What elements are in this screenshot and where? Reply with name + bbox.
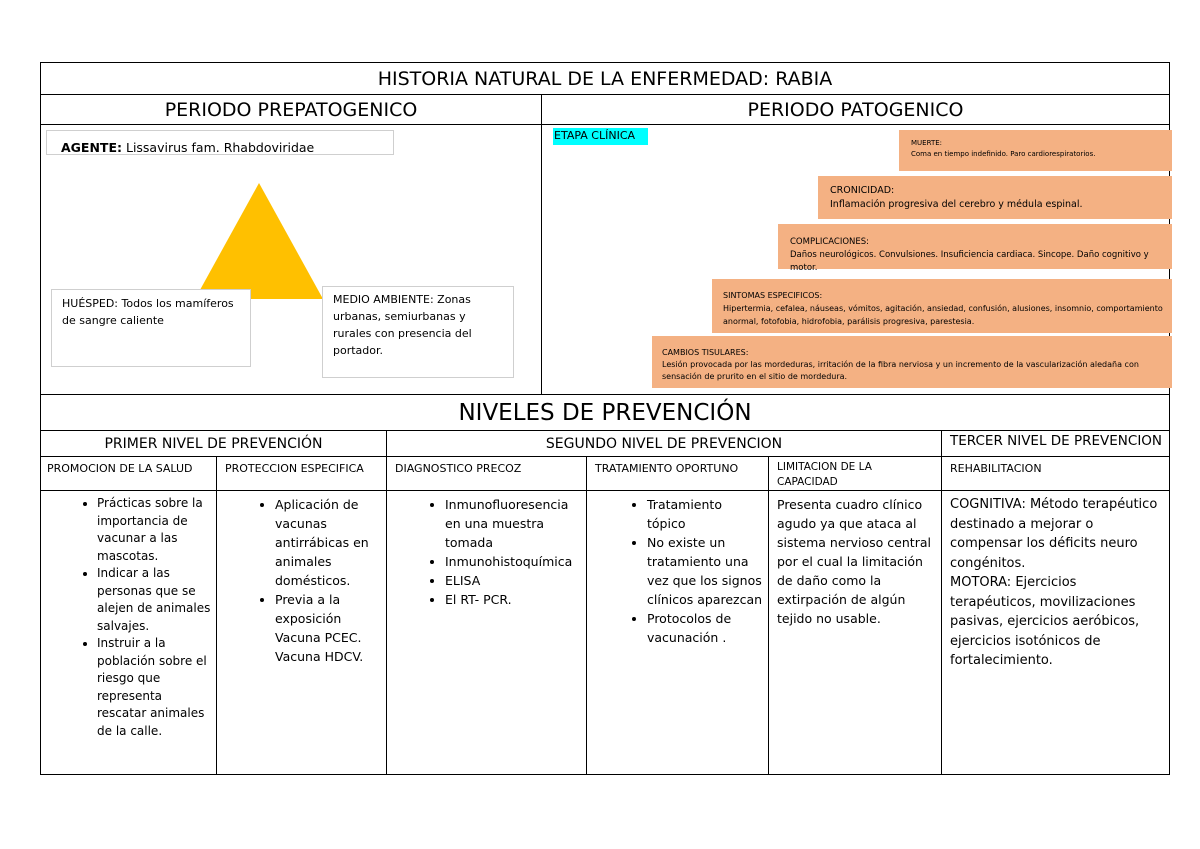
col-proteccion-header [216,456,387,491]
rehab-cognitiva-label: COGNITIVA: [950,497,1026,512]
list-item: • Protocolos de vacunación . [647,609,764,647]
diagnostico-list [387,495,586,609]
list-item: • Instruir a la población sobre el riesgo que representa rescatar animales de la calle. [97,635,212,740]
step-cronicidad [818,176,1172,219]
col-diagnostico-header [386,456,587,491]
step-cronicidad-text: Inflamación progresiva del cerebro y médula espinal. [830,199,1083,210]
tratamiento-list [587,495,768,647]
step-cambios-title: CAMBIOS TISULARES: [662,348,749,357]
tercer-nivel-header [941,430,1170,457]
niveles-header [40,394,1170,431]
cell-rehabilitacion [941,490,1170,775]
cell-tratamiento [586,490,769,775]
triangle-shape [195,183,323,299]
agente-box [46,130,394,155]
rehab-motora-text: Ejercicios terapéuticos, movilizaciones pasivas, ejercicios aeróbicos, ejercicios isotónicos de fortalecimiento. [950,575,1140,668]
step-muerte-title: MUERTE: [911,139,942,147]
main-title-text: HISTORIA NATURAL DE LA ENFERMEDAD: RABIA [377,67,833,90]
col-rehabilitacion-text: REHABILITACION [950,462,1042,475]
list-item: • Indicar a las personas que se alejen de animales salvajes. [97,565,212,635]
step-complicaciones [778,224,1172,273]
list-item: • Previa a la exposición Vacuna PCEC. Vacuna HDCV. [275,590,372,666]
list-item: • Inmunofluoresencia en una muestra tomada [445,495,580,552]
list-item: • No existe un tratamiento una vez que los signos clínicos aparezcan [647,533,764,609]
list-item: • El RT- PCR. [445,590,580,609]
huesped-box [51,289,251,367]
list-item: • ELISA [445,571,580,590]
primer-nivel-header [40,430,387,457]
proteccion-list [217,495,386,666]
limitacion-text: Presenta cuadro clínico agudo ya que ataca al sistema nervioso central por el cual la limitación de daño como la extirpación de algún tejido no usable. [777,497,931,626]
col-tratamiento-header [586,456,769,491]
etapa-clinica-label [553,128,648,145]
step-cronicidad-title: CRONICIDAD: [830,185,895,196]
step-muerte-text: Coma en tiempo indefinido. Paro cardiorespiratorios. [911,150,1096,158]
cell-diagnostico [386,490,587,775]
segundo-nivel-header [386,430,942,457]
rehab-cognitiva-text: Método terapéutico destinado a mejorar o compensar los déficits neuro congénitos. [950,497,1158,571]
primer-nivel-text: PRIMER NIVEL DE PREVENCIÓN [104,435,323,452]
col-rehabilitacion-header [941,456,1170,491]
huesped-text: HUÉSPED: Todos los mamíferos de sangre caliente [62,297,234,327]
agente-text: Lissavirus fam. Rhabdoviridae [122,140,315,155]
col-promocion-text: PROMOCION DE LA SALUD [47,462,193,475]
patogenico-header-text: PERIODO PATOGENICO [747,98,964,121]
step-complicaciones-title: COMPLICACIONES: [790,237,870,247]
step-cambios-tisulares [652,336,1172,388]
prepatogenico-header-text: PERIODO PREPATOGENICO [164,98,418,121]
step-cambios-text: Lesión provocada por las mordeduras, irritación de la fibra nerviosa y un incremento de la vascularización aledaña con sensación de prurito en el sitio de mordedura. [662,360,1139,381]
niveles-header-text: NIVELES DE PREVENCIÓN [458,399,752,426]
col-limitacion-header [768,456,942,491]
col-limitacion-text: LIMITACION DE LA CAPACIDAD [777,461,872,488]
agente-label: AGENTE: [61,140,122,155]
promocion-list [41,495,216,740]
medio-ambiente-text: MEDIO AMBIENTE: Zonas urbanas, semiurbanas y rurales con presencia del portador. [333,293,472,357]
tercer-nivel-text: TERCER NIVEL DE PREVENCION [950,433,1163,449]
rehab-motora-label: MOTORA: [950,575,1012,590]
col-tratamiento-text: TRATAMIENTO OPORTUNO [595,462,739,475]
cell-proteccion [216,490,387,775]
prepatogenico-header [40,94,542,125]
list-item: • Tratamiento tópico [647,495,764,533]
step-sintomas-title: SINTOMAS ESPECIFICOS: [723,291,823,300]
step-muerte [899,130,1172,171]
list-item: • Aplicación de vacunas antirrábicas en animales domésticos. [275,495,372,590]
col-proteccion-text: PROTECCION ESPECIFICA [225,462,364,475]
patogenico-header [541,94,1170,125]
cell-limitacion [768,490,942,775]
col-diagnostico-text: DIAGNOSTICO PRECOZ [395,462,522,475]
main-title [40,62,1170,95]
cell-promocion [40,490,217,775]
step-complicaciones-text: Daños neurológicos. Convulsiones. Insuficiencia cardiaca. Sincope. Daño cognitivo y motor. [790,250,1149,273]
epidemiologic-triangle [195,183,323,299]
step-sintomas [712,279,1172,333]
step-sintomas-text: Hipertermia, cefalea, náuseas, vómitos, agitación, ansiedad, confusión, alusiones, insomnio, comportamiento anormal, fotofobia, hidrofobia, parálisis progresiva, parestesia. [723,304,1163,326]
col-promocion-header [40,456,217,491]
segundo-nivel-text: SEGUNDO NIVEL DE PREVENCION [545,435,783,452]
list-item: • Inmunohistoquímica [445,552,580,571]
medio-ambiente-box [322,286,514,378]
list-item: • Prácticas sobre la importancia de vacunar a las mascotas. [97,495,212,565]
etapa-clinica-text: ETAPA CLÍNICA [554,129,636,142]
